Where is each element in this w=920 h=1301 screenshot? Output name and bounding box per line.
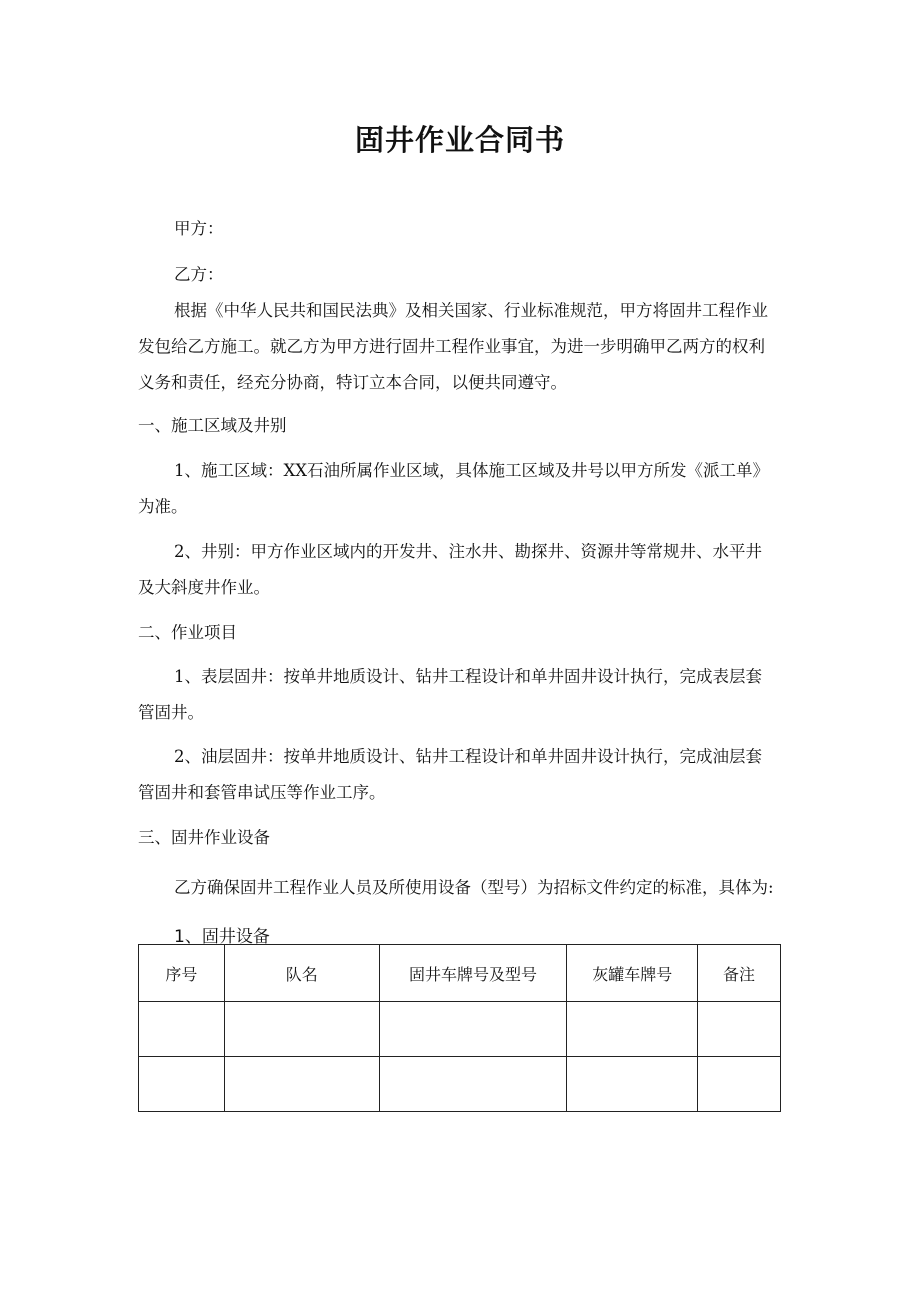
section-1-item-1-line-2: 为准。: [138, 497, 188, 516]
table-row: [139, 1002, 781, 1057]
section-2-item-1-line-2: 管固井。: [138, 703, 204, 722]
section-3-text: 乙方确保固井工程作业人员及所使用设备（型号）为招标文件约定的标准，具体为:: [174, 878, 774, 897]
table-cell: [379, 1057, 567, 1112]
intro-line-1: 根据《中华人民共和国民法典》及相关国家、行业标准规范，甲方将固井工程作业: [174, 301, 768, 320]
table-cell: [139, 1002, 225, 1057]
document-title: 固井作业合同书: [354, 123, 565, 157]
column-header: 队名: [224, 945, 379, 1002]
table-cell: [567, 1057, 698, 1112]
party-a-label: 甲方：: [174, 219, 224, 238]
intro-line-3: 义务和责任，经充分协商，特订立本合同，以便共同遵守。: [138, 373, 567, 392]
column-header: 固井车牌号及型号: [379, 945, 567, 1002]
table-cell: [139, 1057, 225, 1112]
table-cell: [698, 1002, 781, 1057]
section-1-item-2-line-1: 2、井别：甲方作业区域内的开发井、注水井、勘探井、资源井等常规井、水平井: [174, 542, 762, 561]
table-cell: [379, 1002, 567, 1057]
section-2-item-2-line-1: 2、油层固井：按单井地质设计、钻井工程设计和单井固井设计执行，完成油层套: [174, 747, 762, 766]
section-2-heading: 二、作业项目: [138, 623, 237, 642]
column-header: 备注: [698, 945, 781, 1002]
equipment-subheading: 1、固井设备: [174, 927, 270, 947]
section-2-item-2-line-2: 管固井和套管串试压等作业工序。: [138, 783, 386, 802]
table-cell: [567, 1002, 698, 1057]
section-2-item-1-line-1: 1、表层固井：按单井地质设计、钻井工程设计和单井固井设计执行，完成表层套: [174, 667, 762, 686]
table-cell: [224, 1002, 379, 1057]
party-b-label: 乙方：: [174, 265, 224, 284]
column-header: 序号: [139, 945, 225, 1002]
intro-line-2: 发包给乙方施工。就乙方为甲方进行固井工程作业事宜，为进一步明确甲乙两方的权利: [138, 337, 765, 356]
equipment-table: [138, 944, 781, 1112]
section-1-item-2-line-2: 及大斜度井作业。: [138, 578, 270, 597]
column-header: 灰罐车牌号: [567, 945, 698, 1002]
section-1-item-1-line-1: 1、施工区域：XX石油所属作业区域，具体施工区域及井号以甲方所发《派工单》: [174, 461, 769, 480]
section-1-heading: 一、施工区域及井别: [138, 416, 287, 435]
table-header-row: [139, 945, 781, 1002]
table-cell: [698, 1057, 781, 1112]
section-3-heading: 三、固井作业设备: [138, 828, 270, 847]
table-row: [139, 1057, 781, 1112]
table-cell: [224, 1057, 379, 1112]
